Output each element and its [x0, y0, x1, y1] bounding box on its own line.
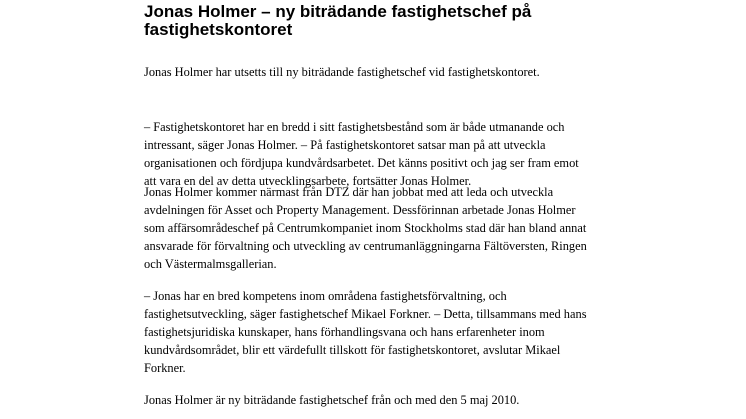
- article-title-line: fastighetskontoret: [144, 20, 293, 39]
- paragraph-line: och Västermalmsgallerian.: [144, 257, 277, 271]
- paragraph-line: fastighetsjuridiska kunskaper, hans förhandlingsvana och hans erfarenheter inom: [144, 325, 545, 339]
- article-title-line: Jonas Holmer – ny biträdande fastighetschef på: [144, 2, 532, 21]
- paragraph-start-date: [144, 391, 614, 409]
- paragraph-line: Jonas Holmer kommer närmast från DTZ där han jobbat med att leda och utveckla: [144, 185, 554, 199]
- paragraph-line: – Fastighetskontoret har en bredd i sitt fastighetsbestånd som är både utmanande och: [144, 120, 565, 134]
- paragraph-background: [144, 183, 614, 273]
- paragraph-quote-holmer: [144, 118, 614, 190]
- paragraph-line: ansvarade för förvaltning och utveckling av centrumanläggningarna Fältöversten, Ringen: [144, 239, 587, 253]
- paragraph-line: fastighetsutveckling, säger fastighetschef Mikael Forkner. – Detta, tillsammans med hans: [144, 307, 587, 321]
- paragraph-line: kundvårdsområdet, blir ett värdefullt tillskott för fastighetskontoret, avslutar Mikael: [144, 343, 561, 357]
- paragraph-line: Forkner.: [144, 361, 186, 375]
- paragraph-line: organisationen och fördjupa kundvårdsarbetet. Det känns positivt och jag ser fram emot: [144, 156, 579, 170]
- paragraph-line: intressant, säger Jonas Holmer. – På fastighetskontoret satsar man på att utveckla: [144, 138, 546, 152]
- paragraph-appointment: [144, 63, 614, 81]
- paragraph-line: Jonas Holmer är ny biträdande fastighetschef från och med den 5 maj 2010.: [144, 393, 520, 407]
- paragraph-quote-forkner: [144, 287, 614, 377]
- article-title: [144, 2, 614, 38]
- paragraph-line: som affärsområdeschef på Centrumkompaniet inom Stockholms stad där han bland annat: [144, 221, 587, 235]
- paragraph-line: att vara en del av detta utvecklingsarbete, fortsätter Jonas Holmer.: [144, 174, 472, 188]
- paragraph-line: avdelningen för Asset och Property Management. Dessförinnan arbetade Jonas Holmer: [144, 203, 576, 217]
- paragraph-line: Jonas Holmer har utsetts till ny biträdande fastighetschef vid fastighetskontoret.: [144, 65, 540, 79]
- paragraph-line: – Jonas har en bred kompetens inom områdena fastighetsförvaltning, och: [144, 289, 507, 303]
